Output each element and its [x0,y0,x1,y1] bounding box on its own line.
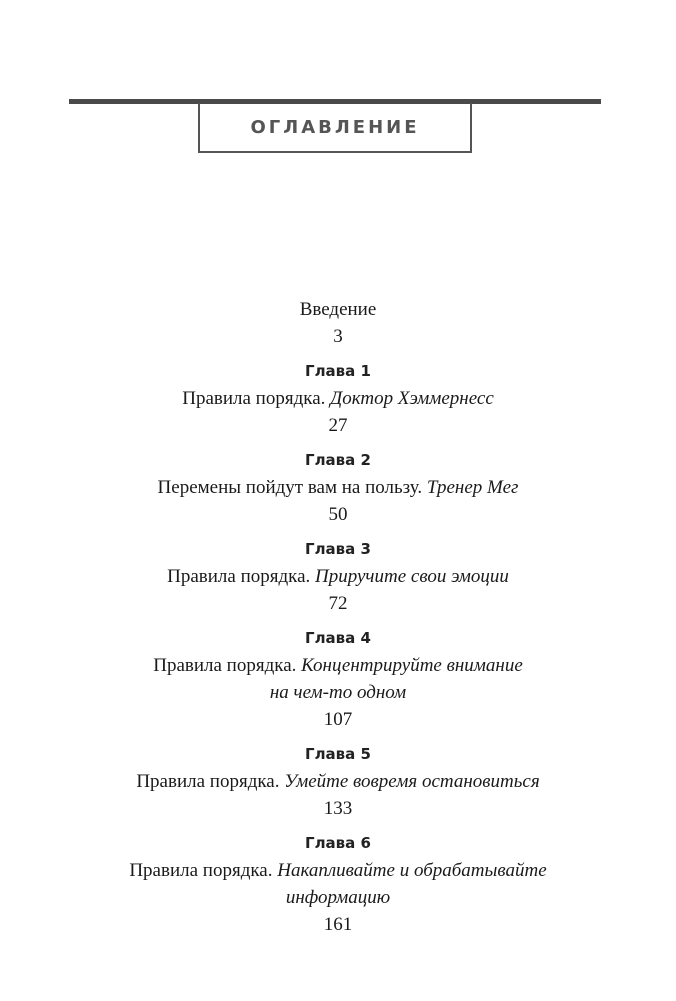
chapter-title [0,652,676,679]
toc-entry-chapter-4[interactable] [0,625,676,733]
chapter-title-plain: Правила порядка. [167,566,311,587]
intro-page: 3 [333,326,343,347]
chapter-title-italic: Приручите свои эмоции [315,566,509,587]
title-box [198,103,472,153]
chapter-page: 50 [328,504,348,525]
chapter-label: Глава 2 [305,451,371,469]
intro-title: Введение [299,299,377,320]
table-of-contents [0,296,676,946]
chapter-page: 27 [328,415,348,436]
chapter-title-italic: Тренер Мег [426,477,519,498]
chapter-label: Глава 3 [305,540,371,558]
toc-entry-chapter-1[interactable] [0,358,676,439]
chapter-title [0,857,676,884]
chapter-title [0,768,676,795]
chapter-title-plain: Правила порядка. [182,388,326,409]
chapter-title [0,385,676,412]
chapter-title [0,563,676,590]
toc-entry-intro[interactable] [0,296,676,350]
chapter-title-italic-continued: информацию [285,887,391,908]
chapter-page: 161 [323,914,353,935]
toc-entry-chapter-5[interactable] [0,741,676,822]
chapter-label: Глава 4 [305,629,371,647]
chapter-title-plain: Перемены пойдут вам на пользу. [157,477,423,498]
chapter-title-italic: Накапливайте и обрабатывайте [277,860,547,881]
chapter-title-italic-continued: на чем-то одном [269,682,407,703]
chapter-title-italic: Доктор Хэммернесс [330,388,494,409]
chapter-label: Глава 5 [305,745,371,763]
toc-entry-chapter-6[interactable] [0,830,676,938]
chapter-title-plain: Правила порядка. [129,860,273,881]
chapter-title-plain: Правила порядка. [153,655,297,676]
chapter-title-plain: Правила порядка. [136,771,280,792]
page-title: ОГЛАВЛЕНИЕ [250,116,420,138]
chapter-title-italic: Концентрируйте внимание [301,655,523,676]
chapter-page: 72 [328,593,348,614]
chapter-title-italic: Умейте вовремя остановиться [284,771,540,792]
chapter-label: Глава 1 [305,362,371,380]
chapter-label: Глава 6 [305,834,371,852]
toc-entry-chapter-2[interactable] [0,447,676,528]
chapter-title [0,474,676,501]
chapter-page: 133 [323,798,353,819]
chapter-page: 107 [323,709,353,730]
toc-entry-chapter-3[interactable] [0,536,676,617]
